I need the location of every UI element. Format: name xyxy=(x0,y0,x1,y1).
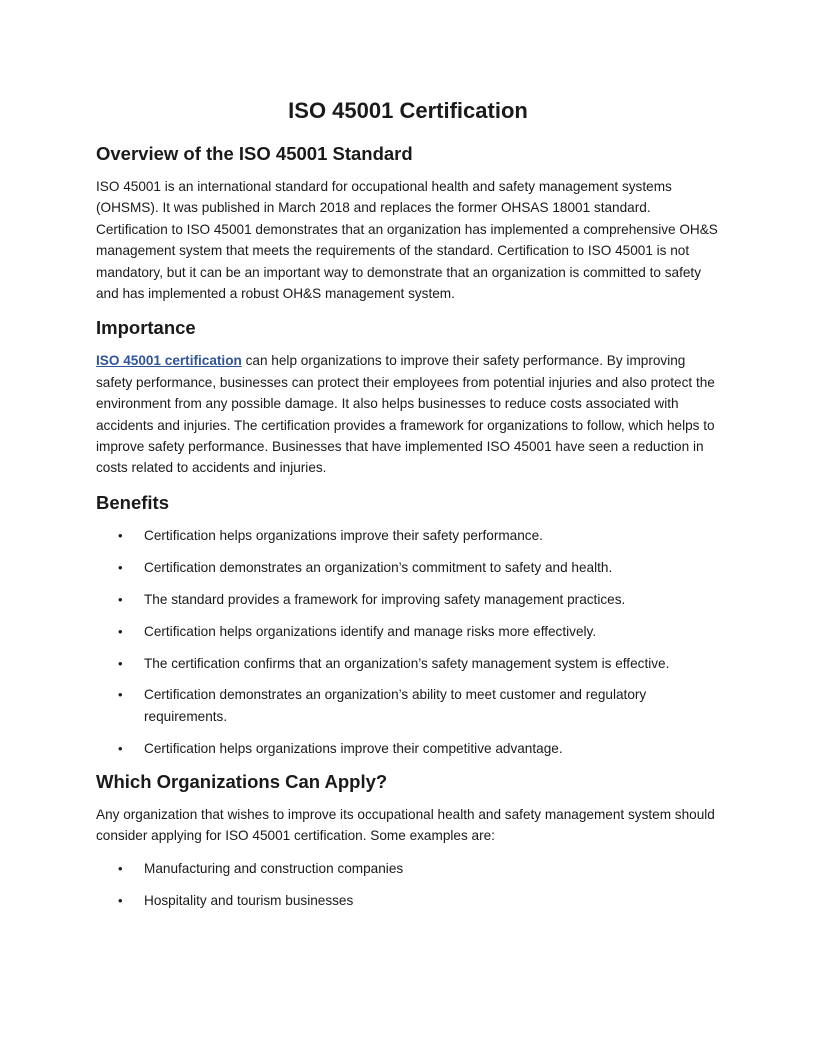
importance-heading: Importance xyxy=(96,317,196,339)
who-can-apply-heading: Which Organizations Can Apply? xyxy=(96,770,388,792)
importance-paragraph-text: can help organizations to improve their safety performance. By improving safety performance, businesses can protect their employees from potential injuries and also protect the environment from any possible damage. It also helps businesses to reduce costs associated with accidents and injuries. The certification provides a framework for organizations to follow, which helps to improve safety performance. Businesses that have implemented ISO 45001 have seen a reduction in costs related to accidents and injuries. xyxy=(96,353,715,476)
list-item xyxy=(96,858,720,879)
bullet-icon: • xyxy=(118,527,123,543)
list-item xyxy=(96,890,720,911)
bullet-icon: • xyxy=(118,591,123,607)
bullet-icon: • xyxy=(118,655,123,671)
bullet-icon: • xyxy=(118,687,123,703)
bullet-icon: • xyxy=(118,740,123,756)
who-can-apply-paragraph: Any organization that wishes to improve its occupational health and safety management system should consider applying for ISO 45001 certification. Some examples are: xyxy=(96,806,715,844)
list-item xyxy=(96,653,720,674)
benefit-text: The standard provides a framework for improving safety management practices. xyxy=(144,591,626,607)
list-item xyxy=(96,684,720,727)
benefit-text: Certification demonstrates an organization’s commitment to safety and health. xyxy=(144,559,613,575)
example-text: Hospitality and tourism businesses xyxy=(144,893,354,909)
list-item xyxy=(96,738,720,759)
benefit-text: The certification confirms that an organization’s safety management system is effective. xyxy=(144,655,670,671)
bullet-icon: • xyxy=(118,893,123,909)
importance-paragraph xyxy=(96,350,720,478)
overview-heading: Overview of the ISO 45001 Standard xyxy=(96,143,413,164)
bullet-icon: • xyxy=(118,861,123,877)
benefit-text: Certification helps organizations improve their competitive advantage. xyxy=(144,740,563,756)
organization-examples-list xyxy=(96,858,720,911)
benefits-heading: Benefits xyxy=(96,491,169,513)
example-text: Manufacturing and construction companies xyxy=(144,861,404,877)
list-item xyxy=(96,621,720,642)
list-item xyxy=(96,589,720,610)
bullet-icon: • xyxy=(118,623,123,639)
document-title: ISO 45001 Certification xyxy=(288,98,528,123)
list-item xyxy=(96,525,720,546)
document-page xyxy=(96,96,720,922)
iso-45001-certification-link[interactable]: ISO 45001 certification xyxy=(96,353,242,369)
list-item xyxy=(96,557,720,578)
benefit-text: Certification helps organizations improve their safety performance. xyxy=(144,527,543,543)
bullet-icon: • xyxy=(118,559,123,575)
benefits-list xyxy=(96,525,720,759)
benefit-text: Certification demonstrates an organization’s ability to meet customer and regulatory requirements. xyxy=(144,687,647,724)
benefit-text: Certification helps organizations identify and manage risks more effectively. xyxy=(144,623,597,639)
overview-paragraph: ISO 45001 is an international standard for occupational health and safety management systems (OHSMS). It was published in March 2018 and replaces the former OHSAS 18001 standard. Certification to ISO 45001 demonstrates that an organization has implemented a comprehensive OH&S management system that meets the requirements of the standard. Certification to ISO 45001 is not mandatory, but it can be an important way to demonstrate that an organization is committed to safety and has implemented a robust OH&S management system. xyxy=(96,179,718,302)
